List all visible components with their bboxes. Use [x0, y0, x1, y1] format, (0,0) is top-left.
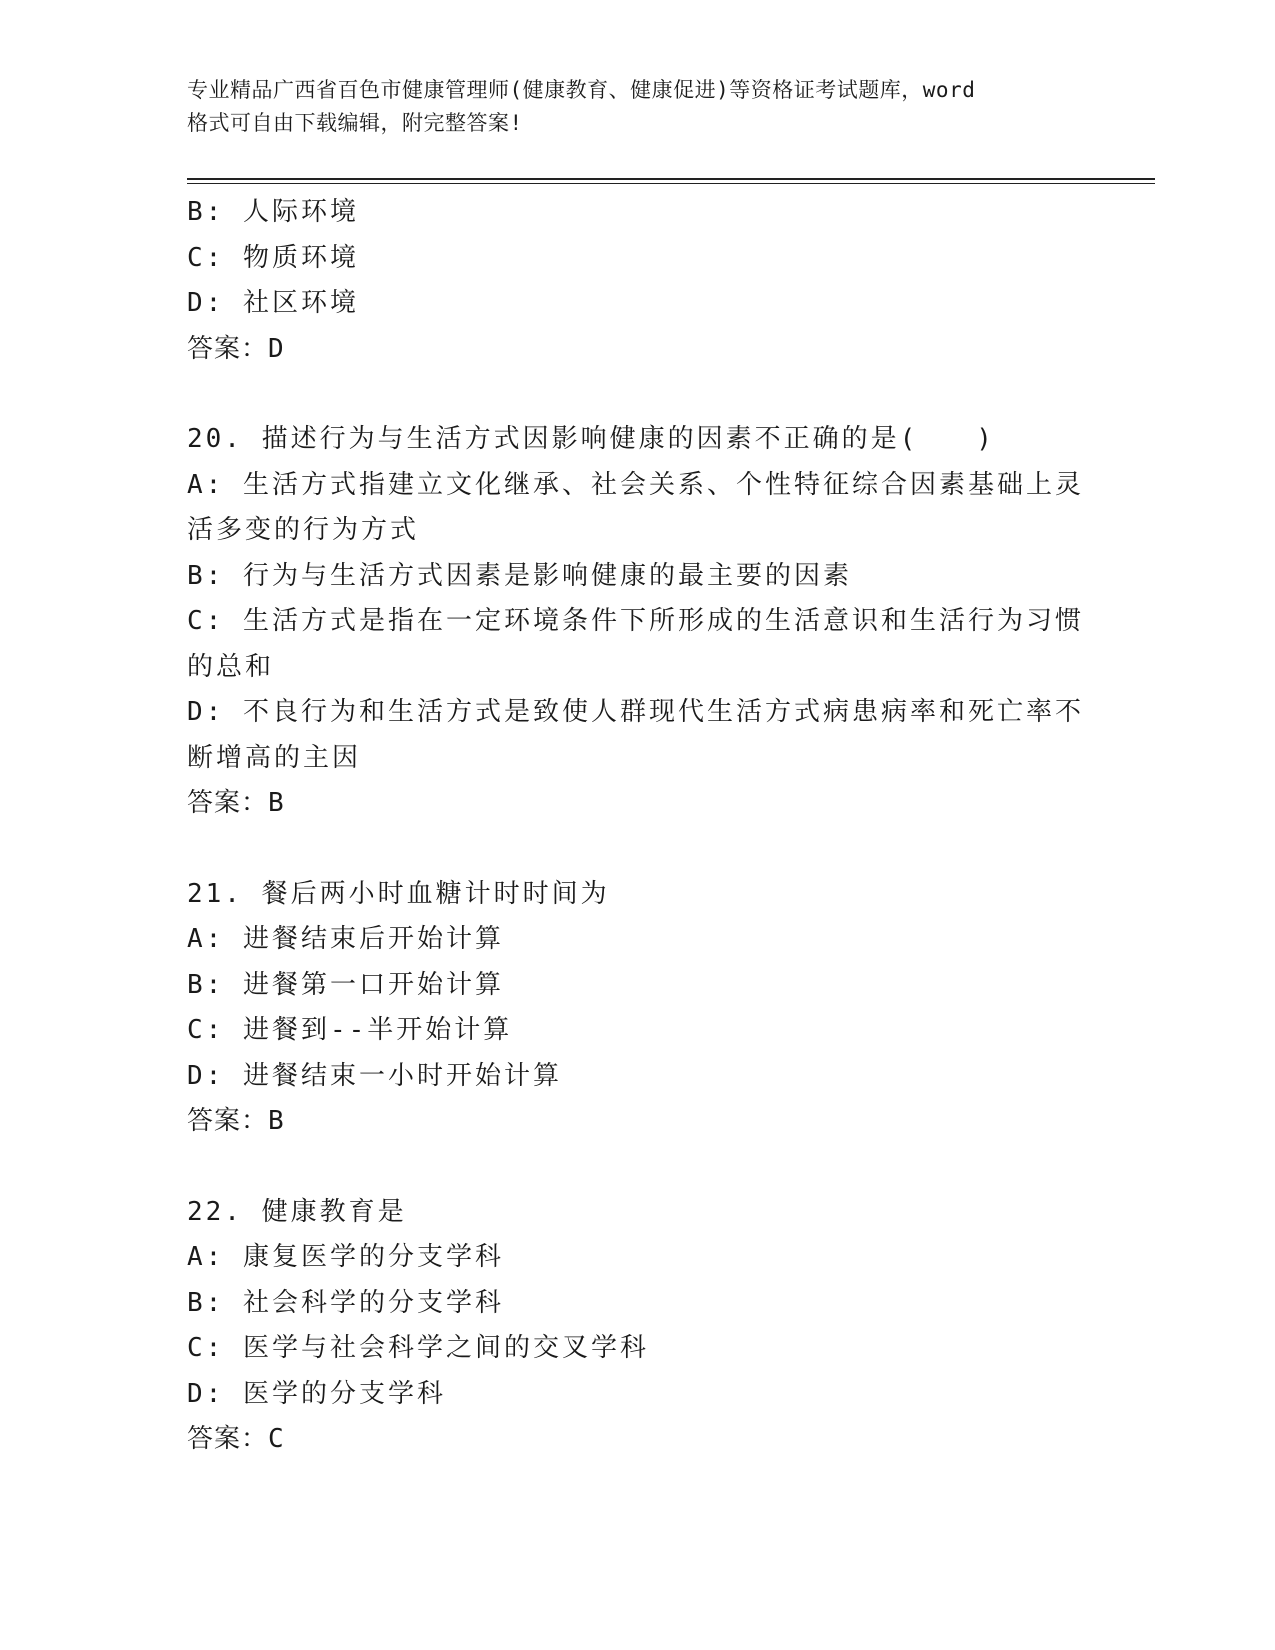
option-b: B: 进餐第一口开始计算	[187, 969, 504, 1000]
option-b: B: 行为与生活方式因素是影响健康的最主要的因素	[187, 560, 852, 591]
document-header	[187, 74, 1087, 140]
option-d: D: 进餐结束一小时开始计算	[187, 1060, 562, 1091]
option-d: D: 不良行为和生活方式是致使人群现代生活方式病患病率和死亡率不	[187, 697, 1084, 727]
header-line-1: 专业精品广西省百色市健康管理师(健康教育、健康促进)等资格证考试题库，word	[187, 78, 976, 102]
question-title: 21. 餐后两小时血糖计时时间为	[187, 878, 610, 909]
option-d: D: 医学的分支学科	[187, 1378, 446, 1409]
question-21	[187, 872, 1087, 1145]
option-c: C: 生活方式是指在一定环境条件下所形成的生活意识和生活行为习惯	[187, 606, 1084, 636]
option-b: B: 人际环境	[187, 197, 359, 227]
header-line-2: 格式可自由下载编辑，附完整答案!	[187, 111, 523, 135]
question-list	[187, 190, 1087, 1463]
question-19-continued	[187, 190, 1087, 372]
option-a-cont: 活多变的行为方式	[187, 515, 420, 545]
answer: 答案：B	[187, 1106, 285, 1136]
answer: 答案：D	[187, 333, 285, 364]
option-d-cont: 断增高的主因	[187, 742, 362, 773]
spacer	[187, 372, 1087, 417]
option-d: D: 社区环境	[187, 288, 359, 318]
answer: 答案：C	[187, 1424, 285, 1454]
option-c-cont: 的总和	[187, 651, 275, 682]
header-divider-thin	[187, 183, 1155, 184]
question-title: 20. 描述行为与生活方式因影响健康的因素不正确的是( )	[187, 424, 995, 454]
option-b: B: 社会科学的分支学科	[187, 1287, 504, 1318]
question-22	[187, 1190, 1087, 1463]
question-20	[187, 417, 1087, 827]
option-a: A: 生活方式指建立文化继承、社会关系、个性特征综合因素基础上灵	[187, 469, 1084, 500]
header-divider-thick	[187, 178, 1155, 180]
option-c: C: 医学与社会科学之间的交叉学科	[187, 1333, 649, 1363]
option-c: C: 物质环境	[187, 242, 359, 273]
spacer	[187, 1145, 1087, 1190]
option-a: A: 康复医学的分支学科	[187, 1242, 504, 1272]
option-a: A: 进餐结束后开始计算	[187, 924, 504, 954]
question-title: 22. 健康教育是	[187, 1196, 407, 1227]
spacer	[187, 827, 1087, 872]
option-c: C: 进餐到--半开始计算	[187, 1015, 513, 1045]
answer: 答案：B	[187, 788, 285, 818]
